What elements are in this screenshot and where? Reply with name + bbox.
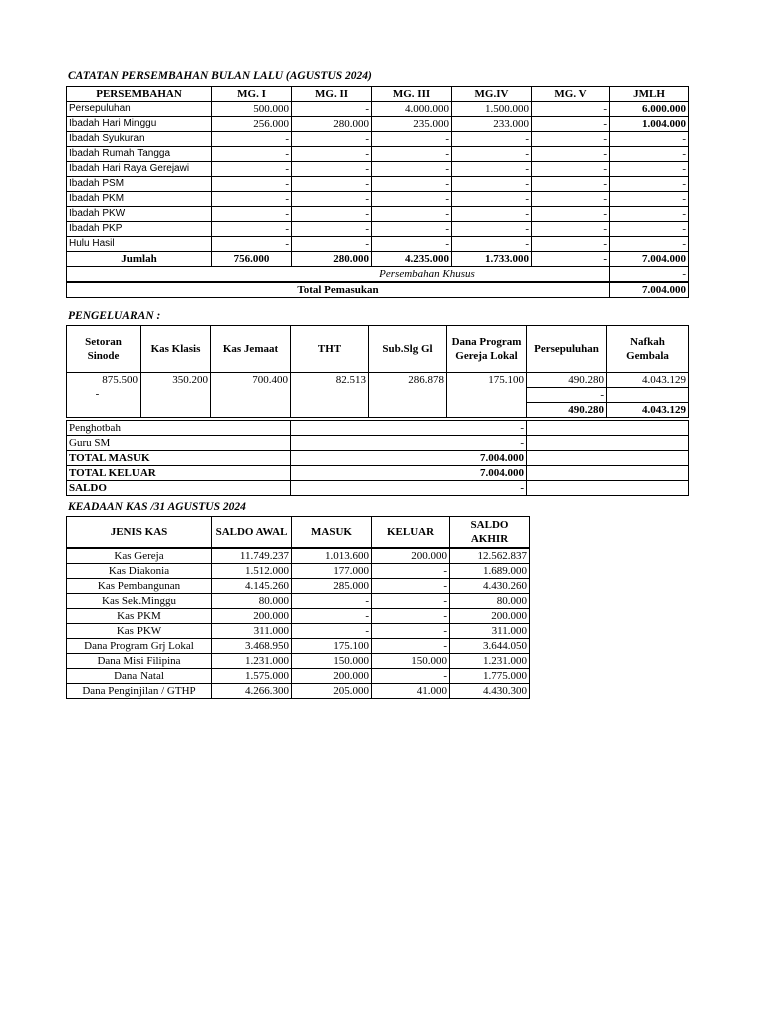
kas-cell: 177.000 — [292, 564, 372, 579]
persembahan-cell: - — [532, 132, 610, 147]
kas-cell: 200.000 — [292, 669, 372, 684]
summary-label: Guru SM — [67, 436, 291, 451]
header-setoran-sinode: Setoran Sinode — [67, 326, 141, 373]
kas-cell: 200.000 — [450, 609, 530, 624]
summary-label: SALDO — [67, 481, 291, 496]
persembahan-cell: 4.000.000 — [372, 102, 452, 117]
persepuluhan-value: 490.280 — [527, 373, 607, 388]
section-title-keadaan-kas: KEADAAN KAS /31 AGUSTUS 2024 — [68, 501, 246, 513]
header-jenis-kas: JENIS KAS — [67, 517, 212, 549]
setoran-sinode-value: 875.500 — [102, 374, 138, 386]
persembahan-header-row — [67, 87, 689, 102]
summary-row — [67, 421, 689, 436]
kas-cell: - — [372, 669, 450, 684]
persembahan-cell: - — [532, 222, 610, 237]
total-pemasukan-label: Total Pemasukan — [67, 282, 610, 298]
summary-table — [66, 420, 689, 496]
persembahan-cell: - — [532, 192, 610, 207]
kas-cell: 200.000 — [212, 609, 292, 624]
kas-row-label: Kas Sek.Minggu — [67, 594, 212, 609]
persembahan-cell: - — [292, 207, 372, 222]
kas-cell: 4.266.300 — [212, 684, 292, 699]
kas-cell: 1.013.600 — [292, 548, 372, 564]
persembahan-cell: 1.004.000 — [610, 117, 689, 132]
persembahan-cell: - — [610, 237, 689, 252]
persembahan-cell: - — [292, 147, 372, 162]
persembahan-cell: - — [452, 147, 532, 162]
persembahan-cell: - — [212, 147, 292, 162]
kas-cell: - — [372, 564, 450, 579]
header-saldo-akhir: SALDO AKHIR — [450, 517, 530, 549]
persembahan-cell: - — [372, 177, 452, 192]
kas-cell: 205.000 — [292, 684, 372, 699]
kas-row-label: Dana Program Grj Lokal — [67, 639, 212, 654]
persembahan-row-label: Ibadah PKW — [67, 207, 212, 222]
kas-cell: 150.000 — [372, 654, 450, 669]
header-mg3: MG. III — [372, 87, 452, 102]
header-dana-program: Dana Program Gereja Lokal — [447, 326, 527, 373]
kas-cell: 3.468.950 — [212, 639, 292, 654]
persembahan-table — [66, 86, 689, 298]
pengeluaran-table — [66, 325, 689, 418]
summary-row — [67, 436, 689, 451]
kas-cell: 1.575.000 — [212, 669, 292, 684]
persembahan-cell: - — [212, 132, 292, 147]
header-tht: THT — [291, 326, 369, 373]
persepuluhan-subtotal: 490.280 — [527, 403, 607, 418]
kas-row — [67, 654, 530, 669]
kas-cell: - — [292, 624, 372, 639]
persembahan-khusus-row — [67, 267, 689, 283]
persembahan-cell: - — [610, 132, 689, 147]
persembahan-cell: - — [292, 162, 372, 177]
persembahan-cell: - — [372, 147, 452, 162]
persembahan-cell: 256.000 — [212, 117, 292, 132]
persembahan-cell: - — [372, 132, 452, 147]
persembahan-cell: - — [452, 177, 532, 192]
persembahan-cell: - — [372, 222, 452, 237]
persembahan-cell: - — [212, 222, 292, 237]
persembahan-cell: - — [292, 102, 372, 117]
kas-row — [67, 624, 530, 639]
header-kas-jemaat: Kas Jemaat — [211, 326, 291, 373]
jumlah-mg5: - — [532, 252, 610, 267]
summary-value: - — [291, 481, 527, 496]
summary-empty — [527, 451, 689, 466]
persembahan-cell: 233.000 — [452, 117, 532, 132]
jumlah-label: Jumlah — [67, 252, 212, 267]
header-mg5: MG. V — [532, 87, 610, 102]
kas-cell: 1.512.000 — [212, 564, 292, 579]
kas-cell: 150.000 — [292, 654, 372, 669]
kas-cell: 4.430.260 — [450, 579, 530, 594]
header-masuk: MASUK — [292, 517, 372, 549]
persembahan-cell: - — [372, 237, 452, 252]
kas-row — [67, 609, 530, 624]
persembahan-cell: - — [212, 192, 292, 207]
persembahan-cell: - — [610, 177, 689, 192]
persembahan-row — [67, 162, 689, 177]
header-persembahan: PERSEMBAHAN — [67, 87, 212, 102]
kas-row — [67, 639, 530, 654]
kas-row — [67, 548, 530, 564]
persembahan-cell: - — [532, 147, 610, 162]
persembahan-cell: 6.000.000 — [610, 102, 689, 117]
persembahan-cell: - — [610, 147, 689, 162]
persembahan-cell: - — [212, 162, 292, 177]
persembahan-row — [67, 102, 689, 117]
summary-empty — [527, 421, 689, 436]
persembahan-cell: - — [532, 102, 610, 117]
header-sub-slg: Sub.Slg Gl — [369, 326, 447, 373]
jumlah-total: 7.004.000 — [610, 252, 689, 267]
persembahan-cell: - — [212, 207, 292, 222]
kas-cell: 4.430.300 — [450, 684, 530, 699]
header-persepuluhan: Persepuluhan — [527, 326, 607, 373]
persembahan-khusus-label: Persembahan Khusus — [67, 267, 610, 283]
kas-row-label: Kas PKW — [67, 624, 212, 639]
summary-empty — [527, 436, 689, 451]
nafkah-gembala-empty — [607, 388, 689, 403]
persembahan-cell: - — [532, 117, 610, 132]
header-keluar: KELUAR — [372, 517, 450, 549]
persembahan-cell: 235.000 — [372, 117, 452, 132]
persembahan-cell: - — [372, 162, 452, 177]
kas-row-label: Dana Misi Filipina — [67, 654, 212, 669]
nafkah-gembala-subtotal: 4.043.129 — [607, 403, 689, 418]
kas-cell: 1.775.000 — [450, 669, 530, 684]
persembahan-cell: - — [212, 237, 292, 252]
kas-row — [67, 669, 530, 684]
header-kas-klasis: Kas Klasis — [141, 326, 211, 373]
persembahan-cell: - — [532, 162, 610, 177]
summary-label: Penghotbah — [67, 421, 291, 436]
summary-label: TOTAL KELUAR — [67, 466, 291, 481]
persembahan-row — [67, 237, 689, 252]
summary-value: 7.004.000 — [291, 466, 527, 481]
header-mg1: MG. I — [212, 87, 292, 102]
pengeluaran-header-row — [67, 326, 689, 373]
header-jmlh: JMLH — [610, 87, 689, 102]
kas-cell: 200.000 — [372, 548, 450, 564]
kas-row-label: Dana Natal — [67, 669, 212, 684]
kas-cell: - — [372, 579, 450, 594]
persembahan-cell: - — [452, 207, 532, 222]
persembahan-cell: - — [610, 207, 689, 222]
kas-row — [67, 564, 530, 579]
persembahan-row — [67, 117, 689, 132]
kas-cell: 175.100 — [292, 639, 372, 654]
summary-value: 7.004.000 — [291, 451, 527, 466]
summary-row — [67, 481, 689, 496]
setoran-sinode-cell — [67, 373, 141, 418]
persembahan-cell: - — [452, 162, 532, 177]
jumlah-row — [67, 252, 689, 267]
persembahan-row-label: Hulu Hasil — [67, 237, 212, 252]
persembahan-cell: - — [610, 192, 689, 207]
persembahan-row-label: Ibadah Hari Minggu — [67, 117, 212, 132]
section-title-persembahan: CATATAN PERSEMBAHAN BULAN LALU (AGUSTUS 2024) — [68, 70, 372, 82]
kas-cell: 1.231.000 — [450, 654, 530, 669]
kas-jemaat-value: 700.400 — [211, 373, 291, 418]
persembahan-cell: - — [372, 207, 452, 222]
persembahan-cell: - — [452, 132, 532, 147]
persembahan-cell: 1.500.000 — [452, 102, 532, 117]
kas-cell: - — [292, 609, 372, 624]
persepuluhan-dash: - — [527, 388, 607, 403]
summary-label: TOTAL MASUK — [67, 451, 291, 466]
persembahan-row — [67, 192, 689, 207]
summary-empty — [527, 481, 689, 496]
summary-row — [67, 466, 689, 481]
kas-row-label: Kas Diakonia — [67, 564, 212, 579]
kas-row-label: Dana Penginjilan / GTHP — [67, 684, 212, 699]
setoran-sinode-dash: - — [95, 388, 100, 400]
persembahan-row — [67, 222, 689, 237]
kas-cell: 80.000 — [450, 594, 530, 609]
jumlah-mg4: 1.733.000 — [452, 252, 532, 267]
total-pemasukan-row — [67, 282, 689, 298]
persembahan-cell: - — [292, 177, 372, 192]
nafkah-gembala-value: 4.043.129 — [607, 373, 689, 388]
kas-klasis-value: 350.200 — [141, 373, 211, 418]
summary-value: - — [291, 436, 527, 451]
persembahan-row — [67, 132, 689, 147]
kas-row — [67, 684, 530, 699]
kas-cell: - — [372, 609, 450, 624]
persembahan-cell: - — [292, 222, 372, 237]
jumlah-mg2: 280.000 — [292, 252, 372, 267]
header-saldo-awal: SALDO AWAL — [212, 517, 292, 549]
kas-cell: 11.749.237 — [212, 548, 292, 564]
persembahan-row-label: Ibadah PKM — [67, 192, 212, 207]
summary-value: - — [291, 421, 527, 436]
kas-cell: 1.231.000 — [212, 654, 292, 669]
persembahan-cell: - — [610, 162, 689, 177]
persembahan-cell: - — [452, 222, 532, 237]
tht-value: 82.513 — [291, 373, 369, 418]
kas-row-label: Kas Gereja — [67, 548, 212, 564]
kas-cell: 80.000 — [212, 594, 292, 609]
kas-cell: - — [372, 639, 450, 654]
kas-cell: - — [292, 594, 372, 609]
summary-empty — [527, 466, 689, 481]
persembahan-row — [67, 147, 689, 162]
kas-cell: 12.562.837 — [450, 548, 530, 564]
persembahan-cell: - — [610, 222, 689, 237]
kas-cell: - — [372, 594, 450, 609]
persembahan-row-label: Persepuluhan — [67, 102, 212, 117]
total-pemasukan-value: 7.004.000 — [610, 282, 689, 298]
persembahan-cell: - — [532, 177, 610, 192]
persembahan-cell: - — [292, 132, 372, 147]
persembahan-row-label: Ibadah PKP — [67, 222, 212, 237]
dana-program-value: 175.100 — [447, 373, 527, 418]
persembahan-cell: - — [452, 192, 532, 207]
persembahan-row — [67, 177, 689, 192]
persembahan-cell: 280.000 — [292, 117, 372, 132]
pengeluaran-row — [67, 373, 689, 388]
kas-cell: 41.000 — [372, 684, 450, 699]
kas-header-row — [67, 517, 530, 549]
keadaan-kas-table — [66, 516, 530, 699]
jumlah-mg3: 4.235.000 — [372, 252, 452, 267]
sub-slg-value: 286.878 — [369, 373, 447, 418]
persembahan-cell: 500.000 — [212, 102, 292, 117]
persembahan-cell: - — [292, 192, 372, 207]
header-nafkah-gembala: Nafkah Gembala — [607, 326, 689, 373]
header-mg4: MG.IV — [452, 87, 532, 102]
persembahan-row-label: Ibadah Rumah Tangga — [67, 147, 212, 162]
jumlah-mg1: 756.000 — [212, 252, 292, 267]
persembahan-row-label: Ibadah Hari Raya Gerejawi — [67, 162, 212, 177]
kas-row-label: Kas Pembangunan — [67, 579, 212, 594]
persembahan-row — [67, 207, 689, 222]
kas-cell: 311.000 — [450, 624, 530, 639]
kas-row-label: Kas PKM — [67, 609, 212, 624]
header-mg2: MG. II — [292, 87, 372, 102]
kas-cell: 4.145.260 — [212, 579, 292, 594]
persembahan-cell: - — [292, 237, 372, 252]
kas-cell: 285.000 — [292, 579, 372, 594]
persembahan-cell: - — [372, 192, 452, 207]
kas-cell: - — [372, 624, 450, 639]
persembahan-cell: - — [532, 207, 610, 222]
persembahan-row-label: Ibadah PSM — [67, 177, 212, 192]
kas-cell: 3.644.050 — [450, 639, 530, 654]
section-title-pengeluaran: PENGELUARAN : — [68, 310, 161, 322]
persembahan-cell: - — [452, 237, 532, 252]
persembahan-cell: - — [532, 237, 610, 252]
kas-row — [67, 594, 530, 609]
persembahan-cell: - — [212, 177, 292, 192]
kas-cell: 311.000 — [212, 624, 292, 639]
kas-cell: 1.689.000 — [450, 564, 530, 579]
persembahan-khusus-value: - — [610, 267, 689, 283]
kas-row — [67, 579, 530, 594]
summary-row — [67, 451, 689, 466]
persembahan-row-label: Ibadah Syukuran — [67, 132, 212, 147]
